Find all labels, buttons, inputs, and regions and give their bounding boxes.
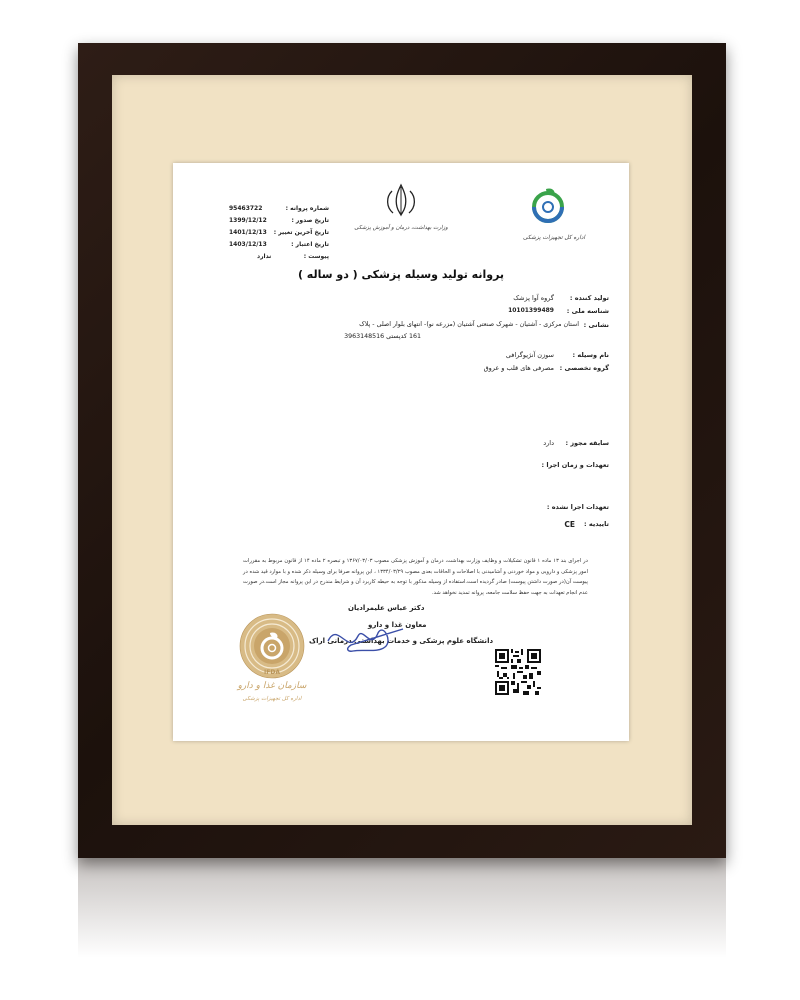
specialty-label: گروه تخصصی :: [559, 364, 609, 372]
address-line2: 161 کدپستی 3963148516: [344, 333, 421, 340]
manufacturer-label: تولید کننده :: [569, 294, 609, 302]
unfulfilled-label: تعهدات اجرا نشده :: [546, 503, 609, 511]
seal-abbr: IFDA: [264, 669, 280, 676]
address-label: نشانی :: [583, 321, 609, 329]
approval-label: تاییدیه :: [584, 520, 609, 528]
national-id-row: [329, 307, 609, 316]
manufacturer-value: گروه آوا پزشک: [513, 294, 554, 302]
attachment-value: ندارد: [257, 253, 272, 260]
commitments-row: [329, 461, 609, 470]
last-change-row: [229, 229, 329, 238]
validity-row: [229, 241, 329, 250]
manufacturer-row: [329, 294, 609, 303]
attachment-label: پیوست :: [303, 253, 329, 260]
specialty-row: [329, 364, 609, 373]
signatory-university: دانشگاه علوم پزشکی و خدمات بهداشتی درمانی اراک: [309, 637, 494, 645]
license-number: 95463722: [229, 205, 263, 212]
legal-paragraph: در اجرای بند ۱۳ ماده ۱ قانون تشکیلات و وظایف وزارت بهداشت، درمان و آموزش پزشکی مصوب ۱۳۶۷/۰۳/۰۳ و تبصره ۲ ماده ۱۴ از قانون مربوط به مقررات امور پزشکی و دارویی و مواد خوردنی و آشامیدنی با اصلاحات و الحاقات بعدی مصوب ۱۳۳۴/۰۳/۲۹ ، این پروانه صرفا برای وسیله ذکر شده و با موارد قید شده در پیوست آن(در صورت داشتن پیوست) صادر گردیده است.استفاده از وسیله مذکور با توجه به حیطه کاربرد آن و شرایط مندرج در این پروانه مجاز است.در صورت عدم انجام تعهدات به جهت حفظ سلامت جامعه، پروانه تمدید نخواهد شد.: [243, 558, 588, 596]
signatory-role: معاون غذا و دارو: [368, 621, 427, 629]
attachment-row: [229, 253, 329, 262]
commitments-label: تعهدات و زمان اجرا :: [541, 461, 609, 469]
document-title: پروانه تولید وسیله پزشکی ( دو ساله ): [297, 268, 505, 281]
national-id-label: شناسه ملی :: [566, 307, 609, 315]
device-name-row: [329, 351, 609, 360]
medical-equipment-logo-icon: [528, 185, 568, 225]
frame-reflection: [78, 858, 726, 958]
seal-org-name: سازمان غذا و دارو: [237, 681, 307, 691]
issue-date: 1399/12/12: [229, 217, 267, 224]
national-id-value: 10101399489: [508, 307, 554, 314]
approval-row: [329, 520, 609, 529]
issue-date-row: [229, 217, 329, 226]
license-number-row: [229, 205, 329, 214]
seal-org-sub: اداره کل تجهیزات پزشکی: [242, 696, 302, 702]
org-text: اداره کل تجهیزات پزشکی: [522, 235, 586, 241]
approval-value: CE: [564, 520, 575, 529]
qr-code-icon: [495, 649, 541, 695]
device-name-value: سوزن آنژیوگرافی: [505, 351, 554, 359]
signatory-name: دکتر عباس علیمرادیان: [348, 604, 425, 612]
license-document: [173, 163, 629, 741]
handwritten-signature: [323, 611, 413, 661]
unfulfilled-row: [329, 503, 609, 512]
last-change: 1401/12/13: [229, 229, 267, 236]
permit-history-row: [329, 439, 609, 448]
issue-date-label: تاریخ صدور :: [291, 217, 329, 224]
permit-history-value: دارد: [543, 439, 554, 447]
device-name-label: نام وسیله :: [572, 351, 609, 359]
validity-date: 1403/12/13: [229, 241, 267, 248]
validity-label: تاریخ اعتبار :: [291, 241, 329, 248]
address-line1: استان مرکزی - آشتیان - شهرک صنعتی آشتیان (مزرعه نو)- انتهای بلوار اصلی - پلاک: [359, 321, 579, 328]
specialty-value: مصرفی های قلب و عروق: [483, 364, 554, 372]
last-change-label: تاریخ آخرین تغییر :: [273, 229, 329, 236]
address-row: [329, 321, 609, 343]
iran-emblem-icon: [371, 181, 431, 221]
ministry-text: وزارت بهداشت، درمان و آموزش پزشکی: [354, 225, 448, 231]
permit-history-label: سابقه مجوز :: [565, 439, 609, 447]
license-number-label: شماره پروانه :: [285, 205, 329, 212]
